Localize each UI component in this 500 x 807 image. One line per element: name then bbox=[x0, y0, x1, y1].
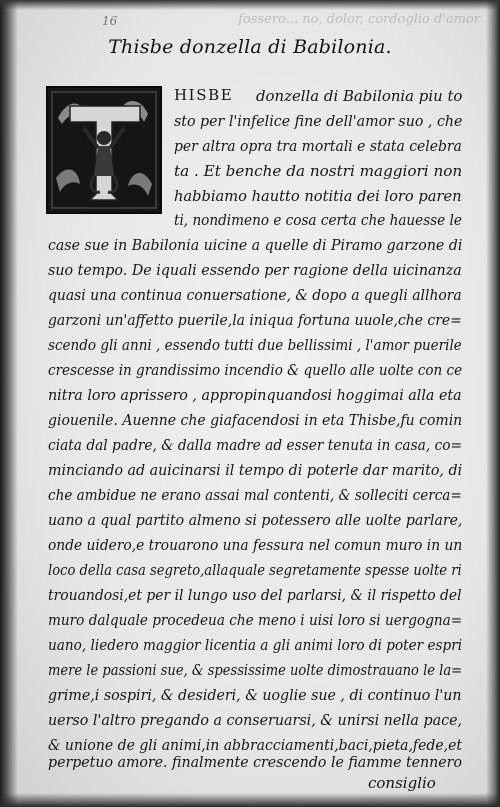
text-line: uano a qual partito almeno si potessero alle uolte parlare, bbox=[48, 511, 463, 529]
text-line: scendo gli anni , essendo tutti due bellissimi , l'amor puerile bbox=[48, 336, 462, 354]
ornamental-initial-icon bbox=[46, 86, 162, 214]
text-line: che ambidue ne erano assai mal contenti, & solleciti cerca= bbox=[48, 486, 462, 504]
text-line: muro dalquale procedeua che meno i uisi loro si uergogna= bbox=[48, 611, 463, 629]
text-line: & unione de gli animi,in abbracciamenti,baci,pieta,fede,et bbox=[48, 736, 462, 754]
text-line: loco della casa segreto,allaquale segretamente spesse uolte ri bbox=[48, 561, 462, 579]
text-line: minciando ad auicinarsi il tempo di poterle dar marito, di bbox=[48, 461, 463, 479]
text-line: onde uidero,e trouarono una fessura nel comun muro in un bbox=[48, 536, 463, 554]
text-line: per altra opra tra mortali e stata celebra bbox=[174, 137, 462, 155]
page-shadow-top bbox=[0, 0, 500, 10]
text-line: ta . Et benche da nostri maggiori non bbox=[174, 162, 463, 180]
text-line: quasi una continua conuersatione, & dopo a quegli allhora bbox=[48, 286, 462, 304]
text-line: uano, liedero maggior licentia a gli animi loro di poter espri bbox=[48, 636, 463, 654]
text-line: trouandosi,et per il lungo uso del parlarsi, & il rispetto del bbox=[48, 586, 462, 604]
chapter-title: Thisbe donzella di Babilonia. bbox=[108, 36, 392, 58]
page-shadow-right bbox=[486, 0, 500, 807]
text-line: ti, nondimeno e cosa certa che hauesse le bbox=[174, 211, 462, 229]
catchword: consiglio bbox=[368, 774, 436, 792]
page-shadow-left bbox=[0, 0, 18, 807]
text-line: grime,i sospiri, & desideri, & uoglie sue , di continuo l'un bbox=[48, 686, 462, 704]
text-line: sto per l'infelice fine dell'amor suo , che bbox=[174, 112, 463, 130]
bleed-through-text: fossero... no, dolor, cordoglio d'amor bbox=[238, 12, 480, 27]
text-line: habbiamo hautto notitia dei loro paren bbox=[174, 187, 462, 205]
text-line: mere le passioni sue, & spessissime uolte dimostrauano le la= bbox=[48, 661, 463, 679]
text-line: uerso l'altro pregando a conseruarsi, & unirsi nella pace, bbox=[48, 711, 463, 729]
text-line: giouenile. Auenne che giafacendosi in eta Thisbe,fu comin bbox=[48, 411, 463, 429]
text-line: case sue in Babilonia uicine a quelle di Piramo garzone di bbox=[48, 236, 463, 254]
opening-word: HISBE bbox=[174, 86, 234, 104]
text-line: perpetuo amore. finalmente crescendo le fiamme tennero bbox=[48, 753, 462, 771]
page-shadow-bottom bbox=[0, 793, 500, 807]
text-line: garzoni un'affetto puerile,la iniqua fortuna uuole,che cre= bbox=[48, 311, 462, 329]
text-line: crescesse in grandissimo incendio & quello alle uolte con ce bbox=[48, 361, 463, 379]
text-line: suo tempo. De iquali essendo per ragione della uicinanza bbox=[48, 261, 462, 279]
text-line: donzella di Babilonia piu to bbox=[256, 87, 463, 105]
text-line: ciata dal padre, & dalla madre ad esser tenuta in casa, co= bbox=[48, 436, 463, 454]
page-folio: 16 bbox=[102, 14, 118, 28]
text-line: nitra loro aprissero , appropinquandosi hoggimai alla eta bbox=[48, 386, 462, 404]
